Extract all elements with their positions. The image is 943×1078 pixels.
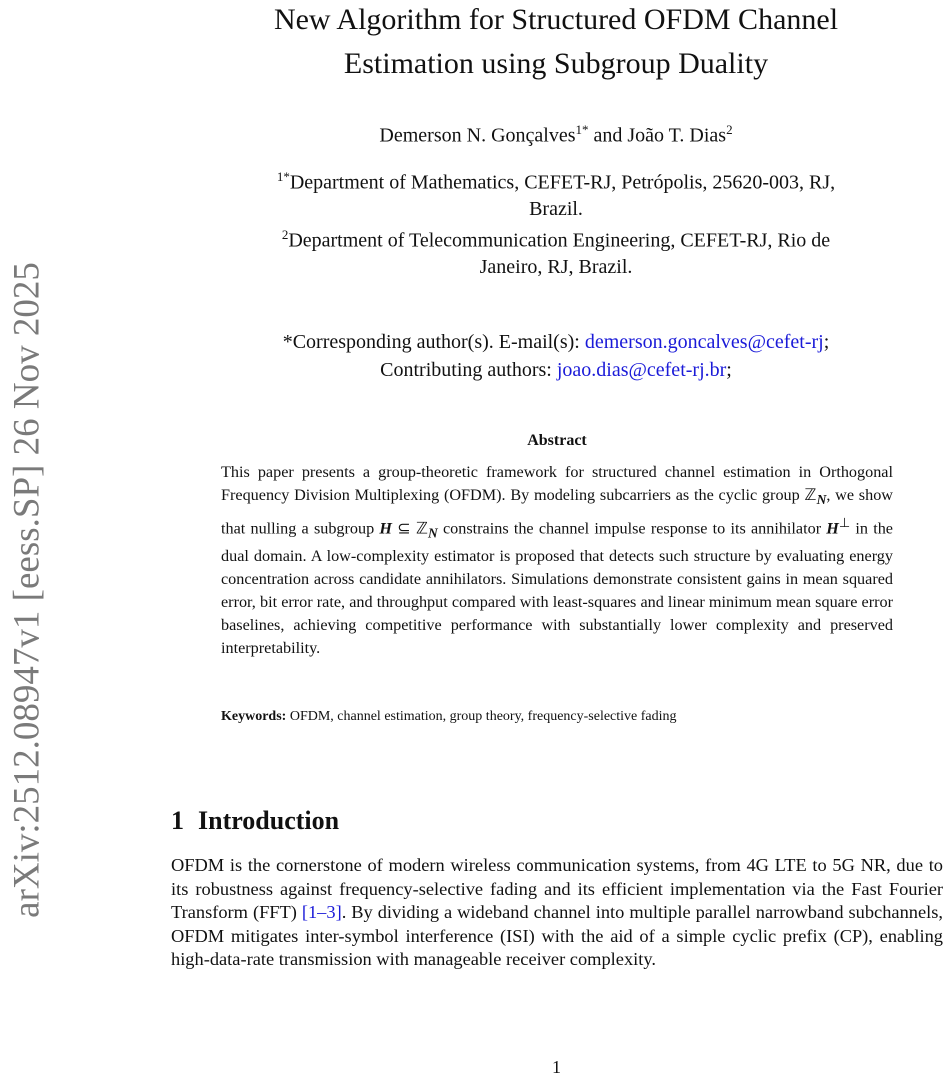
author-affil-mark: 1* xyxy=(575,122,589,137)
author-name: Demerson N. Gonçalves xyxy=(379,124,576,147)
abstract-text xyxy=(221,461,893,660)
section-title: Introduction xyxy=(198,806,340,835)
abstract-heading: Abstract xyxy=(527,432,587,449)
page-number: 1 xyxy=(552,1057,561,1077)
affil-line: Department of Telecommunication Engineering, CEFET-RJ, Rio de xyxy=(288,229,831,252)
text: in the dual domain. A low-complexity estimator is proposed that detects such structure by evaluating energy concentration across candidate annihilators. Simulations demonstrate consistent gains in mean squared error, bit error rate, and throughput compared with least-squares and linear minimum mean square error baselines, achieving competitive performance with substantially lower complexity and preserved interpretability. xyxy=(221,519,893,657)
text: . By dividing a wideband channel into multiple parallel narrowband subchannels, OFDM mitigates inter-symbol interference (ISI) with the aid of a simple cyclic prefix (CP), enabling high-data-rate transmission with manageable receiver complexity. xyxy=(171,902,943,969)
punct: ; xyxy=(823,331,830,353)
email-link[interactable]: joao.dias@cefet-rj.br xyxy=(556,359,727,381)
math: N xyxy=(816,492,827,508)
citation-link[interactable]: [1–3] xyxy=(301,902,342,922)
keywords-label: Keywords: xyxy=(221,709,287,724)
section-number: 1 xyxy=(171,806,184,835)
affil-line: Janeiro, RJ, Brazil. xyxy=(479,255,633,278)
affil-mark: 1* xyxy=(276,169,290,184)
text: This paper presents a group-theoretic framework for structured channel estimation in Orthogonal Frequency Division Multiplexing (OFDM). By modeling subcarriers as the cyclic group xyxy=(221,463,893,504)
affil-line: Department of Mathematics, CEFET-RJ, Petrópolis, 25620-003, RJ, xyxy=(289,171,836,194)
title-line-1: New Algorithm for Structured OFDM Channel xyxy=(273,3,839,36)
title-line-2: Estimation using Subgroup Duality xyxy=(343,47,769,80)
text: OFDM is the cornerstone of modern wireless communication systems, from 4G LTE to 5G NR, due to its robustness against frequency-selective fading and its efficient implementation via the Fast Fourier Transform (FFT) xyxy=(171,855,943,922)
author-name: João T. Dias xyxy=(627,124,727,147)
author-affil-mark: 2 xyxy=(726,122,733,137)
contrib-label: Contributing authors: xyxy=(380,359,557,381)
corr-label: *Corresponding author(s). E-mail(s): xyxy=(282,331,585,353)
authors xyxy=(170,122,942,148)
correspondence xyxy=(170,328,942,384)
author-separator: and xyxy=(588,124,628,147)
section-heading xyxy=(171,806,339,836)
paper-title xyxy=(170,0,942,86)
intro-paragraph xyxy=(171,854,943,972)
math: ℤ xyxy=(415,519,429,538)
affil-line: Brazil. xyxy=(529,197,583,220)
keywords xyxy=(221,709,893,725)
math: ⊆ xyxy=(392,519,416,538)
math: ℤ xyxy=(804,486,817,504)
math: N xyxy=(428,525,438,541)
affiliation xyxy=(170,222,942,280)
affil-mark: 2 xyxy=(281,227,289,242)
math: H xyxy=(379,519,392,538)
punct: ; xyxy=(726,359,732,381)
arxiv-identifier-stamp: arXiv:2512.08947v1 [eess.SP] 26 Nov 2025 xyxy=(6,262,48,918)
keywords-text: OFDM, channel estimation, group theory, frequency-selective fading xyxy=(286,709,677,724)
affiliation xyxy=(170,164,942,222)
math: ⊥ xyxy=(838,515,851,531)
math: H xyxy=(826,519,839,538)
text: , we show that nulling a subgroup xyxy=(221,486,893,538)
email-link[interactable]: demerson.goncalves@cefet-rj xyxy=(584,331,824,353)
text: constrains the channel impulse response to its annihilator xyxy=(437,519,827,538)
